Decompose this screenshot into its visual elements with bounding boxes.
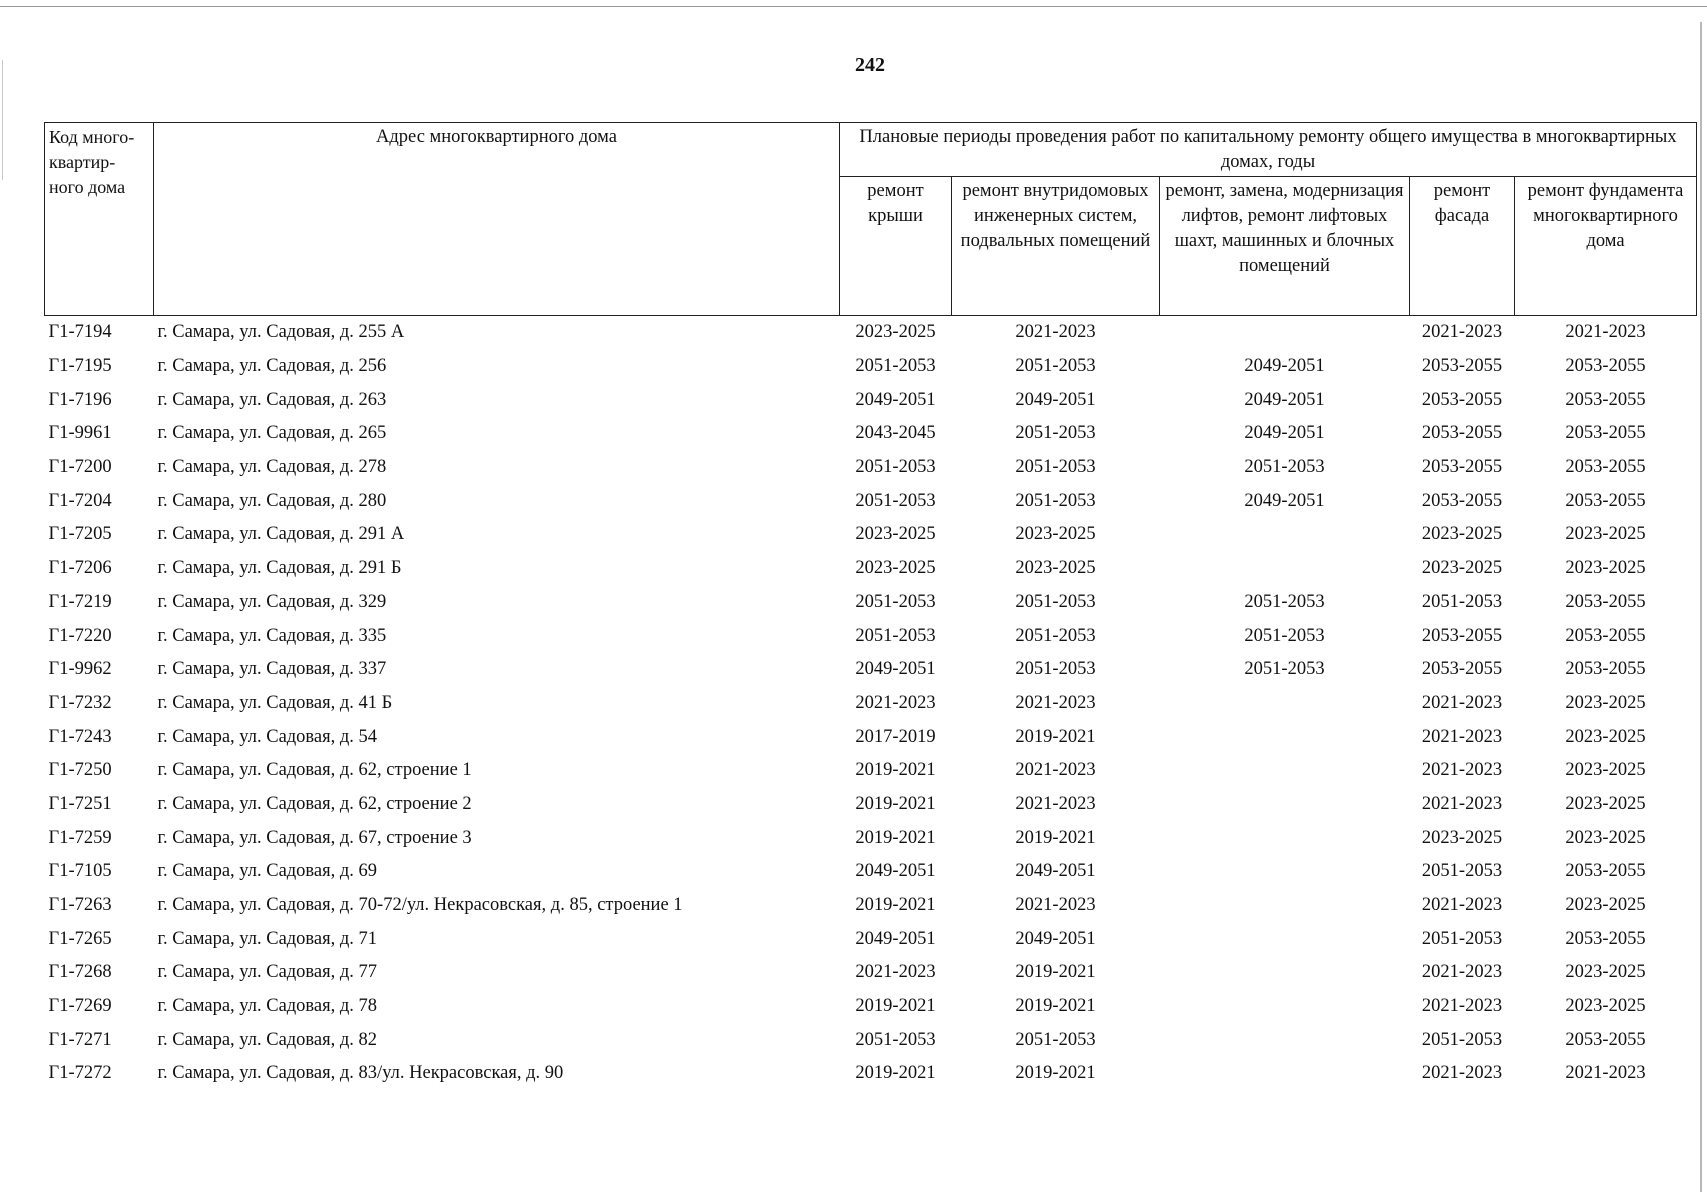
foundation-repair-period: 2021-2023 <box>1565 322 1646 343</box>
engineering-repair-period: 2051-2053 <box>1015 490 1096 511</box>
foundation-repair-period: 2023-2025 <box>1565 827 1646 848</box>
house-address: г. Самара, ул. Садовая, д. 70-72/ул. Некрасовская, д. 85, строение 1 <box>157 895 683 916</box>
foundation-repair-period: 2053-2055 <box>1565 659 1646 680</box>
lift-repair-period <box>1160 316 1410 350</box>
table-row <box>45 552 1697 586</box>
house-code: Г1-7206 <box>48 558 112 579</box>
engineering-repair-period: 2019-2021 <box>1015 996 1096 1017</box>
table-row <box>45 889 1697 923</box>
foundation-repair-period: 2023-2025 <box>1565 524 1646 545</box>
lift-repair-period: 2049-2051 <box>1244 490 1325 511</box>
header-code: Код много-квартир-ного дома <box>45 123 154 316</box>
house-code: Г1-7105 <box>48 861 112 882</box>
facade-repair-period: 2021-2023 <box>1421 692 1503 713</box>
facade-repair-period: 2023-2025 <box>1421 558 1503 579</box>
roof-repair-period: 2019-2021 <box>855 793 936 814</box>
foundation-repair-period: 2023-2025 <box>1565 962 1646 983</box>
lift-repair-period: 2049-2051 <box>1244 356 1325 377</box>
lift-repair-period <box>1160 889 1410 923</box>
table-row <box>45 451 1697 485</box>
roof-repair-period: 2051-2053 <box>855 591 936 612</box>
table-row <box>45 855 1697 889</box>
facade-repair-period: 2023-2025 <box>1421 827 1503 848</box>
facade-repair-period: 2051-2053 <box>1421 1029 1503 1050</box>
house-code: Г1-7194 <box>48 322 112 343</box>
scan-left-edge <box>2 60 3 180</box>
table-row <box>45 1057 1697 1091</box>
engineering-repair-period: 2023-2025 <box>1015 558 1096 579</box>
roof-repair-period: 2051-2053 <box>855 625 936 646</box>
foundation-repair-period: 2053-2055 <box>1565 928 1646 949</box>
house-code: Г1-7195 <box>48 356 112 377</box>
foundation-repair-period: 2023-2025 <box>1565 996 1646 1017</box>
header-foundation: ремонт фундамента многоквартирного дома <box>1515 176 1697 315</box>
house-address: г. Самара, ул. Садовая, д. 291 А <box>157 524 405 545</box>
house-code: Г1-7196 <box>48 389 112 410</box>
lift-repair-period <box>1160 1023 1410 1057</box>
facade-repair-period: 2021-2023 <box>1421 895 1503 916</box>
foundation-repair-period: 2023-2025 <box>1565 793 1646 814</box>
lift-repair-period <box>1160 922 1410 956</box>
lift-repair-period: 2051-2053 <box>1244 457 1325 478</box>
house-address: г. Самара, ул. Садовая, д. 67, строение 3 <box>157 827 472 848</box>
engineering-repair-period: 2021-2023 <box>1015 760 1096 781</box>
lift-repair-period: 2049-2051 <box>1244 389 1325 410</box>
house-code: Г1-7200 <box>48 457 112 478</box>
lift-repair-period <box>1160 552 1410 586</box>
table-row <box>45 990 1697 1024</box>
house-address: г. Самара, ул. Садовая, д. 256 <box>157 356 387 377</box>
house-code: Г1-9962 <box>48 659 112 680</box>
facade-repair-period: 2053-2055 <box>1421 423 1503 444</box>
house-code: Г1-7232 <box>48 692 112 713</box>
lift-repair-period <box>1160 990 1410 1024</box>
house-address: г. Самара, ул. Садовая, д. 291 Б <box>157 558 402 579</box>
facade-repair-period: 2021-2023 <box>1421 1063 1503 1084</box>
lift-repair-period <box>1160 788 1410 822</box>
house-address: г. Самара, ул. Садовая, д. 62, строение 1 <box>157 760 472 781</box>
roof-repair-period: 2019-2021 <box>855 760 936 781</box>
house-code: Г1-7265 <box>48 928 112 949</box>
facade-repair-period: 2053-2055 <box>1421 659 1503 680</box>
foundation-repair-period: 2053-2055 <box>1565 457 1646 478</box>
engineering-repair-period: 2021-2023 <box>1015 692 1096 713</box>
facade-repair-period: 2021-2023 <box>1421 996 1503 1017</box>
foundation-repair-period: 2053-2055 <box>1565 861 1646 882</box>
facade-repair-period: 2053-2055 <box>1421 389 1503 410</box>
house-code: Г1-7243 <box>48 726 112 747</box>
house-address: г. Самара, ул. Садовая, д. 83/ул. Некрасовская, д. 90 <box>157 1063 564 1084</box>
engineering-repair-period: 2051-2053 <box>1015 356 1096 377</box>
table-row <box>45 922 1697 956</box>
engineering-repair-period: 2021-2023 <box>1015 322 1096 343</box>
table-row <box>45 788 1697 822</box>
foundation-repair-period: 2053-2055 <box>1565 356 1646 377</box>
house-address: г. Самара, ул. Садовая, д. 71 <box>157 928 378 949</box>
table-row <box>45 383 1697 417</box>
table-row <box>45 417 1697 451</box>
foundation-repair-period: 2023-2025 <box>1565 692 1646 713</box>
capital-repair-table <box>44 122 1697 1091</box>
lift-repair-period: 2049-2051 <box>1244 423 1325 444</box>
table-row <box>45 821 1697 855</box>
house-code: Г1-7220 <box>48 625 112 646</box>
foundation-repair-period: 2023-2025 <box>1565 558 1646 579</box>
roof-repair-period: 2051-2053 <box>855 1029 936 1050</box>
house-code: Г1-7219 <box>48 591 112 612</box>
house-address: г. Самара, ул. Садовая, д. 77 <box>157 962 378 983</box>
table-row <box>45 653 1697 687</box>
engineering-repair-period: 2049-2051 <box>1015 861 1096 882</box>
house-address: г. Самара, ул. Садовая, д. 255 А <box>157 322 405 343</box>
foundation-repair-period: 2023-2025 <box>1565 895 1646 916</box>
facade-repair-period: 2021-2023 <box>1421 322 1503 343</box>
facade-repair-period: 2053-2055 <box>1421 356 1503 377</box>
header-engineering: ремонт внутридомовых инженерных систем, подвальных помещений <box>952 176 1160 315</box>
house-address: г. Самара, ул. Садовая, д. 337 <box>157 659 387 680</box>
page-number: 242 <box>855 54 885 76</box>
house-code: Г1-7271 <box>48 1029 112 1050</box>
table-row <box>45 720 1697 754</box>
house-address: г. Самара, ул. Садовая, д. 62, строение 2 <box>157 793 472 814</box>
house-code: Г1-7250 <box>48 760 112 781</box>
roof-repair-period: 2049-2051 <box>855 659 936 680</box>
house-code: Г1-7272 <box>48 1063 112 1084</box>
facade-repair-period: 2051-2053 <box>1421 861 1503 882</box>
engineering-repair-period: 2019-2021 <box>1015 726 1096 747</box>
table-row <box>45 518 1697 552</box>
roof-repair-period: 2019-2021 <box>855 895 936 916</box>
house-address: г. Самара, ул. Садовая, д. 69 <box>157 861 378 882</box>
foundation-repair-period: 2053-2055 <box>1565 625 1646 646</box>
table-row <box>45 619 1697 653</box>
house-address: г. Самара, ул. Садовая, д. 280 <box>157 490 387 511</box>
roof-repair-period: 2019-2021 <box>855 827 936 848</box>
house-address: г. Самара, ул. Садовая, д. 82 <box>157 1029 378 1050</box>
engineering-repair-period: 2051-2053 <box>1015 457 1096 478</box>
facade-repair-period: 2023-2025 <box>1421 524 1503 545</box>
house-address: г. Самара, ул. Садовая, д. 265 <box>157 423 387 444</box>
engineering-repair-period: 2051-2053 <box>1015 423 1096 444</box>
foundation-repair-period: 2023-2025 <box>1565 760 1646 781</box>
lift-repair-period <box>1160 956 1410 990</box>
scan-right-edge <box>1700 22 1702 1192</box>
house-code: Г1-7251 <box>48 793 112 814</box>
facade-repair-period: 2021-2023 <box>1421 726 1503 747</box>
house-address: г. Самара, ул. Садовая, д. 278 <box>157 457 387 478</box>
house-code: Г1-7204 <box>48 490 112 511</box>
roof-repair-period: 2049-2051 <box>855 928 936 949</box>
facade-repair-period: 2021-2023 <box>1421 962 1503 983</box>
engineering-repair-period: 2051-2053 <box>1015 1029 1096 1050</box>
header-facade: ремонт фасада <box>1410 176 1515 315</box>
engineering-repair-period: 2019-2021 <box>1015 962 1096 983</box>
house-address: г. Самара, ул. Садовая, д. 54 <box>157 726 378 747</box>
table-row <box>45 1023 1697 1057</box>
roof-repair-period: 2021-2023 <box>855 962 936 983</box>
table-row <box>45 956 1697 990</box>
facade-repair-period: 2051-2053 <box>1421 591 1503 612</box>
house-code: Г1-7268 <box>48 962 112 983</box>
engineering-repair-period: 2049-2051 <box>1015 389 1096 410</box>
roof-repair-period: 2051-2053 <box>855 457 936 478</box>
house-code: Г1-7269 <box>48 996 112 1017</box>
engineering-repair-period: 2023-2025 <box>1015 524 1096 545</box>
roof-repair-period: 2017-2019 <box>855 726 936 747</box>
roof-repair-period: 2051-2053 <box>855 356 936 377</box>
table-body <box>45 316 1697 1091</box>
lift-repair-period: 2051-2053 <box>1244 659 1325 680</box>
roof-repair-period: 2049-2051 <box>855 861 936 882</box>
engineering-repair-period: 2021-2023 <box>1015 793 1096 814</box>
header-lifts: ремонт, замена, модернизация лифтов, ремонт лифтовых шахт, машинных и блочных помещений <box>1160 176 1410 315</box>
lift-repair-period: 2051-2053 <box>1244 625 1325 646</box>
facade-repair-period: 2021-2023 <box>1421 793 1503 814</box>
roof-repair-period: 2023-2025 <box>855 558 936 579</box>
house-address: г. Самара, ул. Садовая, д. 329 <box>157 591 387 612</box>
house-code: Г1-7263 <box>48 895 112 916</box>
roof-repair-period: 2051-2053 <box>855 490 936 511</box>
facade-repair-period: 2053-2055 <box>1421 625 1503 646</box>
engineering-repair-period: 2049-2051 <box>1015 928 1096 949</box>
lift-repair-period <box>1160 687 1410 721</box>
engineering-repair-period: 2051-2053 <box>1015 591 1096 612</box>
foundation-repair-period: 2053-2055 <box>1565 423 1646 444</box>
roof-repair-period: 2023-2025 <box>855 524 936 545</box>
header-address: Адрес многоквартирного дома <box>154 123 840 316</box>
roof-repair-period: 2043-2045 <box>855 423 936 444</box>
facade-repair-period: 2053-2055 <box>1421 490 1503 511</box>
house-code: Г1-7259 <box>48 827 112 848</box>
house-code: Г1-7205 <box>48 524 112 545</box>
scan-top-edge <box>0 6 1707 7</box>
table-row <box>45 350 1697 384</box>
engineering-repair-period: 2051-2053 <box>1015 625 1096 646</box>
engineering-repair-period: 2051-2053 <box>1015 659 1096 680</box>
roof-repair-period: 2019-2021 <box>855 1063 936 1084</box>
table-header <box>45 123 1697 316</box>
table-row <box>45 484 1697 518</box>
lift-repair-period <box>1160 754 1410 788</box>
engineering-repair-period: 2019-2021 <box>1015 827 1096 848</box>
house-address: г. Самара, ул. Садовая, д. 41 Б <box>157 692 393 713</box>
house-address: г. Самара, ул. Садовая, д. 335 <box>157 625 387 646</box>
lift-repair-period <box>1160 1057 1410 1091</box>
facade-repair-period: 2021-2023 <box>1421 760 1503 781</box>
engineering-repair-period: 2019-2021 <box>1015 1063 1096 1084</box>
house-code: Г1-9961 <box>48 423 112 444</box>
lift-repair-period <box>1160 855 1410 889</box>
engineering-repair-period: 2021-2023 <box>1015 895 1096 916</box>
lift-repair-period <box>1160 518 1410 552</box>
house-address: г. Самара, ул. Садовая, д. 263 <box>157 389 387 410</box>
table-row <box>45 754 1697 788</box>
foundation-repair-period: 2053-2055 <box>1565 1029 1646 1050</box>
roof-repair-period: 2049-2051 <box>855 389 936 410</box>
foundation-repair-period: 2053-2055 <box>1565 490 1646 511</box>
roof-repair-period: 2023-2025 <box>855 322 936 343</box>
foundation-repair-period: 2053-2055 <box>1565 591 1646 612</box>
house-address: г. Самара, ул. Садовая, д. 78 <box>157 996 378 1017</box>
table-row <box>45 316 1697 350</box>
table-row <box>45 586 1697 620</box>
foundation-repair-period: 2021-2023 <box>1565 1063 1646 1084</box>
roof-repair-period: 2019-2021 <box>855 996 936 1017</box>
facade-repair-period: 2051-2053 <box>1421 928 1503 949</box>
foundation-repair-period: 2023-2025 <box>1565 726 1646 747</box>
lift-repair-period <box>1160 720 1410 754</box>
facade-repair-period: 2053-2055 <box>1421 457 1503 478</box>
lift-repair-period: 2051-2053 <box>1244 591 1325 612</box>
foundation-repair-period: 2053-2055 <box>1565 389 1646 410</box>
header-roof: ремонт крыши <box>840 176 952 315</box>
roof-repair-period: 2021-2023 <box>855 692 936 713</box>
header-planned-periods: Плановые периоды проведения работ по капитальному ремонту общего имущества в многоквартирных домах, годы <box>840 123 1697 177</box>
table-row <box>45 687 1697 721</box>
lift-repair-period <box>1160 821 1410 855</box>
